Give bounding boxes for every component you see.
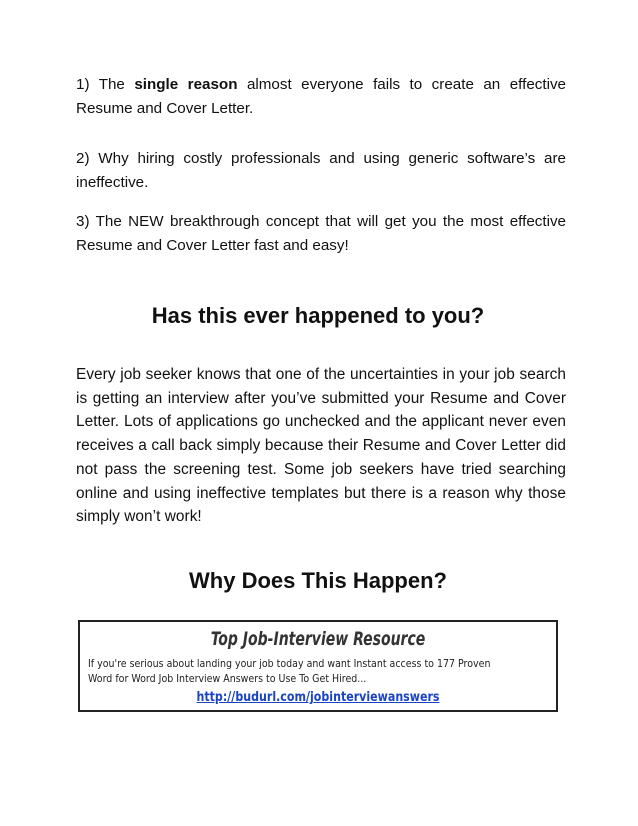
list-item-1-prefix: 1) The [76,76,135,93]
list-item-1-bold: single reason [134,76,238,93]
list-item-1-suffix: almost everyone fails to create an effective Resume and Cover Letter. [76,76,566,117]
section-heading-why: Why Does This Happen? [189,568,447,593]
list-item-3: 3) The NEW breakthrough concept that will get you the most effective Resume and Cover Letter fast and easy! [76,213,566,254]
banner-title: Top Job-Interview Resource [210,628,426,650]
banner-text: If you're serious about landing your job today and want Instant access to 177 Proven Word for Word Job Interview Answers to Use To Get Hired... [88,657,491,685]
list-item-1 [76,73,566,121]
list-item-2: 2) Why hiring costly professionals and using generic software’s are ineffective. [76,150,566,191]
resource-banner[interactable] [78,620,558,712]
banner-link[interactable]: http://budurl.com/jobinterviewanswers [196,690,440,705]
section-heading-happened: Has this ever happened to you? [151,303,485,328]
section-body-paragraph: Every job seeker knows that one of the uncertainties in your job search is getting an interview after you’ve submitted your Resume and Cover Letter. Lots of applications go unchecked and the applicant never even receives a call back simply because their Resume and Cover Letter did not pass the screening test. Some job seekers have tried searching online and using ineffective templates but there is a reason why those simply won’t work! [76,366,566,526]
